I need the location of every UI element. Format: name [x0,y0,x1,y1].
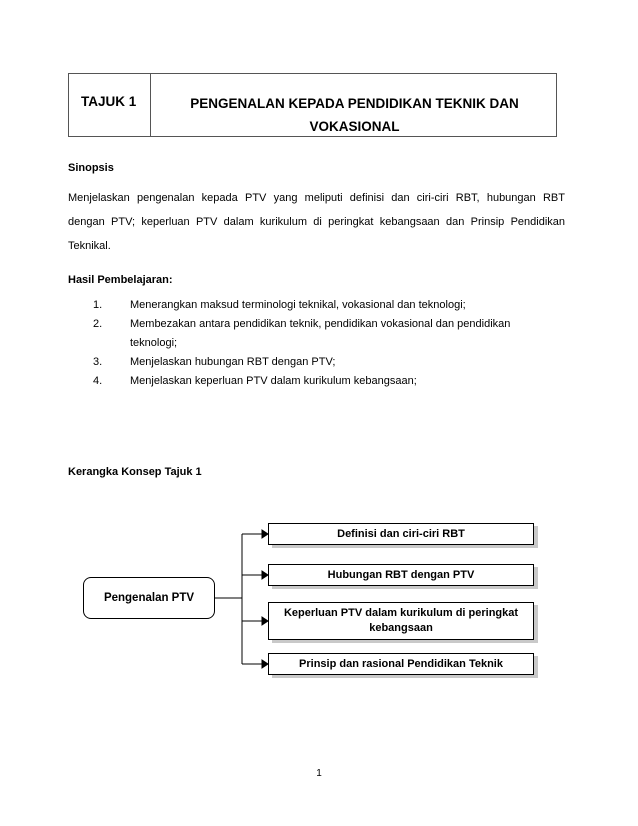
header-table [68,73,557,137]
list-text: Menerangkan maksud terminologi teknikal, vokasional dan teknologi; [130,299,466,311]
concept-box-definisi: Definisi dan ciri-ciri RBT [268,523,534,545]
list-item [93,353,563,372]
list-item [93,296,563,315]
list-text: Menjelaskan hubungan RBT dengan PTV; [130,356,336,368]
list-item [93,315,563,334]
concept-center-box: Pengenalan PTV [83,577,215,619]
title-line-2: VOKASIONAL [309,119,400,134]
list-number: 1. [93,299,103,311]
page-title [151,92,558,138]
sinopsis-text [68,186,565,258]
list-item [93,334,563,353]
list-text: Menjelaskan keperluan PTV dalam kurikulum kebangsaan; [130,375,417,387]
sinopsis-heading: Sinopsis [68,162,114,174]
list-number: 2. [93,318,103,330]
concept-box-prinsip: Prinsip dan rasional Pendidikan Teknik [268,653,534,675]
list-item [93,372,563,391]
kerangka-heading: Kerangka Konsep Tajuk 1 [68,466,202,478]
list-text: teknologi; [130,337,178,349]
page-number: 1 [316,768,322,779]
learning-outcomes-list [93,296,563,391]
tajuk-label: TAJUK 1 [81,94,137,109]
concept-box-keperluan: Keperluan PTV dalam kurikulum di peringkat kebangsaan [268,602,534,640]
sinopsis-line: Teknikal. [68,240,111,252]
list-number: 4. [93,375,103,387]
sinopsis-line: dengan PTV; keperluan PTV dalam kurikulum di peringkat kebangsaan dan Prinsip Pendidikan [68,216,565,228]
list-text: Membezakan antara pendidikan teknik, pendidikan vokasional dan pendidikan [130,318,511,330]
hasil-heading: Hasil Pembelajaran: [68,274,173,286]
list-number: 3. [93,356,103,368]
sinopsis-line: Menjelaskan pengenalan kepada PTV yang meliputi definisi dan ciri-ciri RBT, hubungan RBT [68,192,565,204]
title-line-1: PENGENALAN KEPADA PENDIDIKAN TEKNIK DAN [190,96,519,111]
concept-box-hubungan: Hubungan RBT dengan PTV [268,564,534,586]
